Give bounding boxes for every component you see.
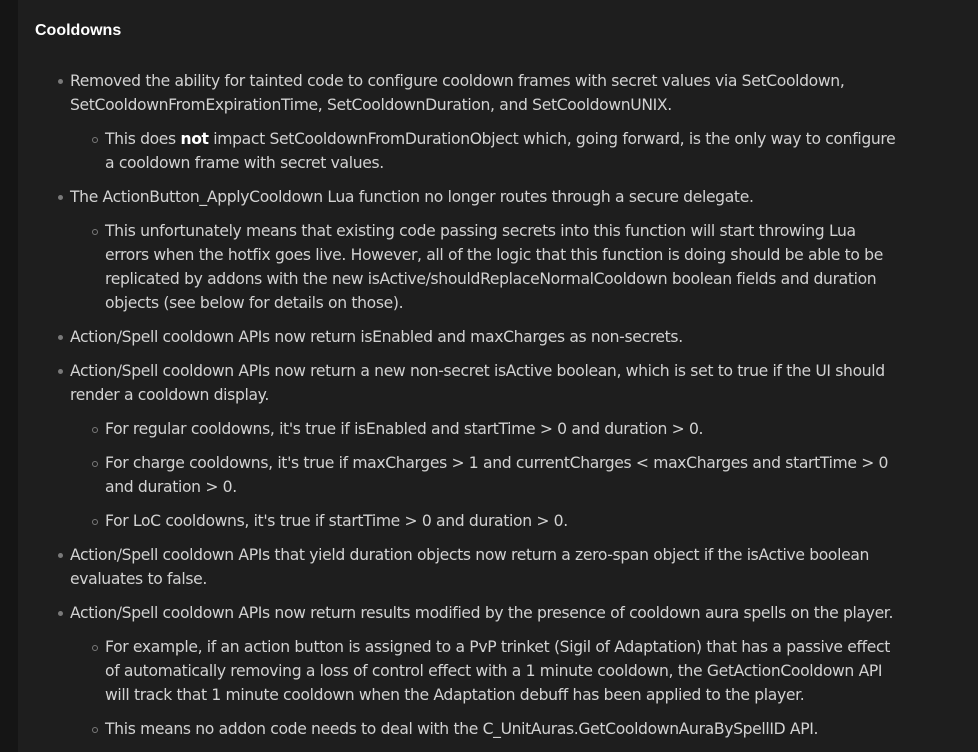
bullet-ring-icon — [92, 461, 98, 467]
bullet-dot-icon — [58, 369, 63, 374]
bullet-dot-icon — [58, 335, 63, 340]
list-item-line: This unfortunately means that existing code passing secrets into this function will start throwing Lua — [105, 222, 856, 240]
list-item — [70, 601, 893, 625]
sub-list-item — [105, 717, 818, 741]
list-item — [70, 185, 754, 209]
list-item-line: replicated by addons with the new isActive/shouldReplaceNormalCooldown boolean fields and duration — [105, 270, 877, 288]
bullet-ring-icon — [92, 137, 98, 143]
list-item-line — [105, 127, 895, 151]
list-item — [70, 69, 844, 117]
list-item-line: errors when the hotfix goes live. However, all of the logic that this function is doing should be able to be — [105, 246, 883, 264]
sub-list-item — [105, 635, 890, 707]
list-item-line: SetCooldownFromExpirationTime, SetCooldownDuration, and SetCooldownUNIX. — [70, 96, 672, 114]
list-item — [70, 543, 869, 591]
list-item-line: The ActionButton_ApplyCooldown Lua function no longer routes through a secure delegate. — [70, 188, 754, 206]
list-item-line: of automatically removing a loss of control effect with a 1 minute cooldown, the GetActionCooldown API — [105, 662, 883, 680]
list-item-line: and duration > 0. — [105, 478, 237, 496]
bullet-ring-icon — [92, 645, 98, 651]
patch-notes-panel — [18, 0, 978, 752]
bullet-ring-icon — [92, 427, 98, 433]
sub-list-item — [105, 451, 888, 499]
bullet-ring-icon — [92, 229, 98, 235]
list-item-line: For LoC cooldowns, it's true if startTime > 0 and duration > 0. — [105, 512, 568, 530]
list-item-line: For regular cooldowns, it's true if isEnabled and startTime > 0 and duration > 0. — [105, 420, 704, 438]
list-item-line: objects (see below for details on those). — [105, 294, 404, 312]
list-item-line: For charge cooldowns, it's true if maxCharges > 1 and currentCharges < maxCharges and startTime > 0 — [105, 454, 889, 472]
sub-list-item — [105, 127, 895, 175]
sub-list-item — [105, 219, 883, 315]
bullet-ring-icon — [92, 519, 98, 525]
list-item-line: evaluates to false. — [70, 570, 207, 588]
list-item-line: This means no addon code needs to deal with the C_UnitAuras.GetCooldownAuraBySpellID API. — [105, 720, 819, 738]
sub-list-item — [105, 417, 703, 441]
list-item-line: render a cooldown display. — [70, 386, 269, 404]
list-item-line: Action/Spell cooldown APIs now return a new non-secret isActive boolean, which is set to true if the UI should — [70, 362, 885, 380]
list-item-prefix: This does — [105, 130, 181, 148]
list-item-line: Removed the ability for tainted code to configure cooldown frames with secret values via SetCooldown, — [70, 72, 845, 90]
list-item-line: will track that 1 minute cooldown when the Adaptation debuff has been applied to the player. — [105, 686, 805, 704]
list-item-line: For example, if an action button is assigned to a PvP trinket (Sigil of Adaptation) that has a passive effect — [105, 638, 890, 656]
sub-list-item — [105, 509, 568, 533]
list-item-line: Action/Spell cooldown APIs that yield duration objects now return a zero-span object if the isActive boolean — [70, 546, 870, 564]
bullet-dot-icon — [58, 79, 63, 84]
list-item-text: impact SetCooldownFromDurationObject which, going forward, is the only way to configure — [213, 130, 896, 148]
list-item — [70, 359, 885, 407]
list-item-line: Action/Spell cooldown APIs now return results modified by the presence of cooldown aura spells on the player. — [70, 604, 894, 622]
emphasis-text: not — [180, 130, 209, 148]
bullet-dot-icon — [58, 195, 63, 200]
bullet-dot-icon — [58, 611, 63, 616]
list-item-line: Action/Spell cooldown APIs now return isEnabled and maxCharges as non-secrets. — [70, 328, 683, 346]
section-heading: Cooldowns — [35, 22, 122, 39]
bullet-dot-icon — [58, 553, 63, 558]
list-item-line: a cooldown frame with secret values. — [105, 154, 384, 172]
bullet-ring-icon — [92, 727, 98, 733]
list-item — [70, 325, 683, 349]
